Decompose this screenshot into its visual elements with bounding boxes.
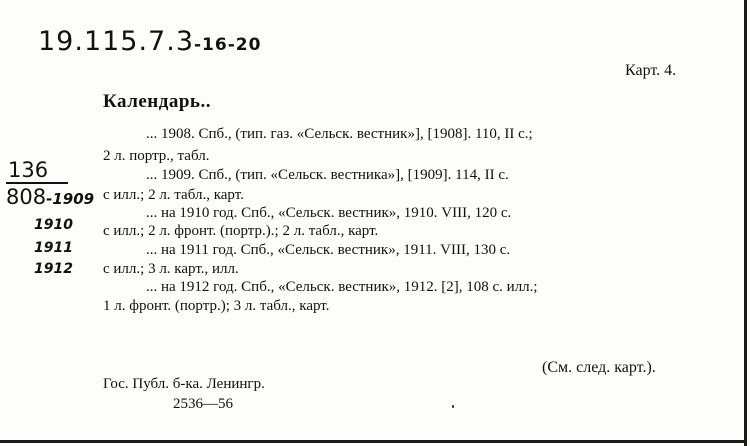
card-label: Карт. 4. [625, 62, 677, 79]
handwritten-shelfmark [38, 26, 261, 57]
card-edge-right [744, 0, 747, 446]
scan-speck [452, 405, 454, 408]
entry-1911-line1: ... на 1911 год. Спб., «Сельск. вестник», 1911. VIII, 130 с. [146, 242, 511, 258]
handwritten-year-1909: -1909 [46, 190, 95, 208]
entry-1910-line1: ... на 1910 год. Спб., «Сельск. вестник», 1910. VIII, 120 с. [146, 205, 512, 221]
entry-1912-line1: ... на 1912 год. Спб., «Сельск. вестник», 1912. [2], 108 с. илл.; [146, 279, 538, 295]
see-next-card: (См. след. карт.). [542, 359, 656, 376]
entry-1911-line2: с илл.; 3 л. карт., илл. [103, 261, 239, 277]
entry-1909-line2: с илл.; 2 л. табл., карт. [103, 187, 244, 203]
catalog-number: 2536—56 [173, 396, 233, 412]
entry-1908-line1: ... 1908. Спб., (тип. газ. «Сельск. вестник»], [1908]. 110, II с.; [146, 126, 533, 142]
card-title: Календарь.. [103, 91, 211, 112]
handwritten-year-1912: 1912 [34, 261, 73, 277]
entry-1908-line2: 2 л. портр., табл. [103, 148, 210, 164]
call-number-bottom-row [6, 185, 94, 209]
shelfmark-main: 19.115.7.3 [38, 26, 194, 57]
entry-1912-line2: 1 л. фронт. (портр.); 3 л. табл., карт. [103, 298, 330, 314]
call-number-bottom: 808 [6, 185, 47, 209]
handwritten-year-1910: 1910 [34, 217, 73, 233]
library-name: Гос. Публ. б-ка. Ленингр. [103, 376, 265, 392]
call-number-top: 136 [8, 158, 49, 182]
call-number-underline [6, 182, 68, 184]
shelfmark-suffix: -16-20 [194, 35, 262, 55]
entry-1909-line1: ... 1909. Спб., (тип. «Сельск. вестника»], [1909]. 114, II с. [146, 167, 509, 183]
card-edge-bottom [0, 440, 746, 443]
entry-1910-line2: с илл.; 2 л. фронт. (портр.).; 2 л. табл., карт. [103, 223, 379, 239]
handwritten-year-1911: 1911 [34, 240, 73, 256]
